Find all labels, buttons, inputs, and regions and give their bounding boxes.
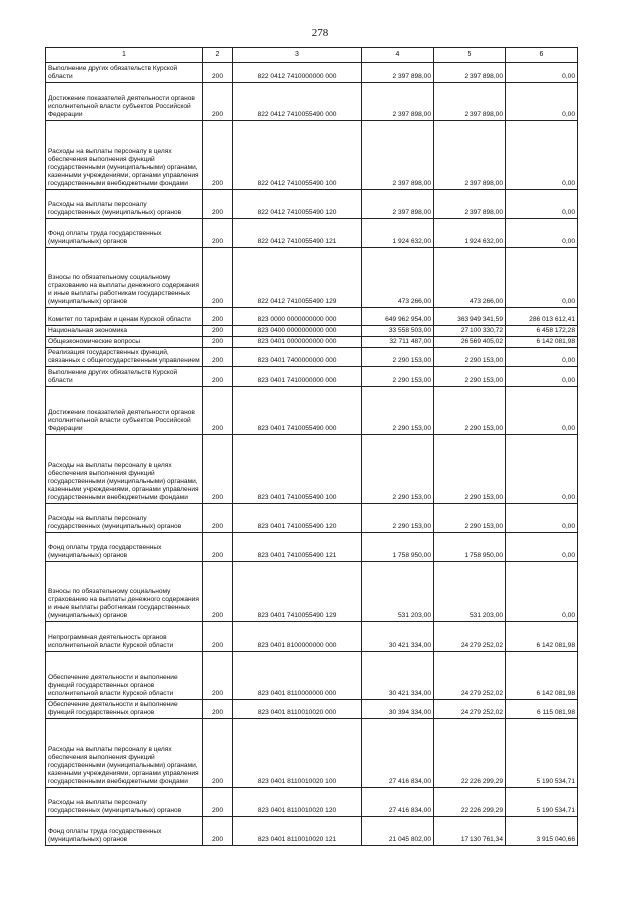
unexecuted-amount: 0,00 [506, 63, 578, 83]
table-row [46, 787, 578, 816]
table-row [46, 532, 578, 561]
line-code: 200 [203, 621, 233, 651]
executed-amount: 363 949 341,59 [434, 308, 506, 326]
item-name: Расходы на выплаты персоналу в целях обеспечения выполнения функций государственными (муниципальными) органами, казенными учреждениями, органами управления государственными внебюджетными фондами [46, 718, 203, 787]
budget-classification-code: 822 0412 7410000000 000 [233, 63, 362, 83]
table-row [46, 308, 578, 326]
column-header: 5 [434, 48, 506, 63]
line-code: 200 [203, 366, 233, 386]
approved-amount: 30 421 334,00 [362, 621, 434, 651]
executed-amount: 2 397 898,00 [434, 83, 506, 121]
line-code: 200 [203, 326, 233, 337]
executed-amount: 2 397 898,00 [434, 63, 506, 83]
budget-classification-code: 822 0412 7410055490 129 [233, 248, 362, 308]
executed-amount: 2 290 153,00 [434, 366, 506, 386]
approved-amount: 2 290 153,00 [362, 434, 434, 503]
item-name: Достижение показателей деятельности органов исполнительной власти субъектов Российской Федерации [46, 386, 203, 434]
approved-amount: 27 416 834,00 [362, 718, 434, 787]
table-row [46, 83, 578, 121]
unexecuted-amount: 6 115 081,98 [506, 699, 578, 718]
table-row [46, 718, 578, 787]
line-code: 200 [203, 787, 233, 816]
table-row [46, 699, 578, 718]
table-row [46, 336, 578, 347]
table-body [46, 63, 578, 846]
unexecuted-amount: 6 142 081,98 [506, 336, 578, 347]
executed-amount: 2 290 153,00 [434, 503, 506, 532]
item-name: Национальная экономика [46, 326, 203, 337]
executed-amount: 1 758 950,00 [434, 532, 506, 561]
budget-classification-code: 823 0401 8110000000 000 [233, 651, 362, 699]
unexecuted-amount: 0,00 [506, 386, 578, 434]
column-header: 6 [506, 48, 578, 63]
executed-amount: 22 226 299,29 [434, 787, 506, 816]
unexecuted-amount: 286 013 612,41 [506, 308, 578, 326]
column-header: 3 [233, 48, 362, 63]
table-row [46, 434, 578, 503]
budget-classification-code: 822 0412 7410055490 121 [233, 219, 362, 248]
line-code: 200 [203, 651, 233, 699]
unexecuted-amount: 0,00 [506, 366, 578, 386]
line-code: 200 [203, 386, 233, 434]
approved-amount: 2 397 898,00 [362, 190, 434, 219]
executed-amount: 473 266,00 [434, 248, 506, 308]
line-code: 200 [203, 121, 233, 190]
line-code: 200 [203, 434, 233, 503]
item-name: Взносы по обязательному социальному страхованию на выплаты денежного содержания и иные выплаты работникам государственных (муниципальных) органов [46, 561, 203, 621]
unexecuted-amount: 6 458 172,28 [506, 326, 578, 337]
table-row [46, 63, 578, 83]
table-row [46, 816, 578, 845]
line-code: 200 [203, 532, 233, 561]
executed-amount: 2 290 153,00 [434, 347, 506, 366]
item-name: Комитет по тарифам и ценам Курской области [46, 308, 203, 326]
budget-classification-code: 822 0412 7410055490 100 [233, 121, 362, 190]
table-row [46, 621, 578, 651]
item-name: Расходы на выплаты персоналу в целях обеспечения выполнения функций государственными (муниципальными) органами, казенными учреждениями, органами управления государственными внебюджетными фондами [46, 434, 203, 503]
item-name: Достижение показателей деятельности органов исполнительной власти субъектов Российской Федерации [46, 83, 203, 121]
budget-classification-code: 823 0401 7400000000 000 [233, 347, 362, 366]
line-code: 200 [203, 336, 233, 347]
approved-amount: 21 045 802,00 [362, 816, 434, 845]
line-code: 200 [203, 347, 233, 366]
table-row [46, 347, 578, 366]
approved-amount: 473 266,00 [362, 248, 434, 308]
item-name: Расходы на выплаты персоналу государственных (муниципальных) органов [46, 787, 203, 816]
approved-amount: 30 421 334,00 [362, 651, 434, 699]
approved-amount: 33 558 503,00 [362, 326, 434, 337]
line-code: 200 [203, 63, 233, 83]
executed-amount: 17 130 761,34 [434, 816, 506, 845]
executed-amount: 22 226 299,29 [434, 718, 506, 787]
unexecuted-amount: 0,00 [506, 434, 578, 503]
executed-amount: 24 279 252,02 [434, 699, 506, 718]
unexecuted-amount: 0,00 [506, 347, 578, 366]
executed-amount: 24 279 252,02 [434, 621, 506, 651]
executed-amount: 27 100 330,72 [434, 326, 506, 337]
item-name: Общеэкономические вопросы [46, 336, 203, 347]
line-code: 200 [203, 718, 233, 787]
budget-classification-code: 823 0401 8110010020 000 [233, 699, 362, 718]
line-code: 200 [203, 248, 233, 308]
line-code: 200 [203, 816, 233, 845]
line-code: 200 [203, 699, 233, 718]
approved-amount: 2 397 898,00 [362, 121, 434, 190]
budget-classification-code: 823 0401 7410055490 100 [233, 434, 362, 503]
table-row [46, 326, 578, 337]
budget-classification-code: 823 0401 7410055490 120 [233, 503, 362, 532]
item-name: Непрограммная деятельность органов исполнительной власти Курской области [46, 621, 203, 651]
budget-classification-code: 823 0401 8110010020 120 [233, 787, 362, 816]
budget-classification-code: 823 0400 0000000000 000 [233, 326, 362, 337]
table-row [46, 386, 578, 434]
budget-classification-code: 823 0401 7410055490 121 [233, 532, 362, 561]
budget-classification-code: 823 0401 7410055490 129 [233, 561, 362, 621]
budget-classification-code: 823 0401 7410055490 000 [233, 386, 362, 434]
item-name: Расходы на выплаты персоналу государственных (муниципальных) органов [46, 190, 203, 219]
unexecuted-amount: 0,00 [506, 83, 578, 121]
executed-amount: 2 290 153,00 [434, 386, 506, 434]
line-code: 200 [203, 83, 233, 121]
unexecuted-amount: 6 142 081,98 [506, 621, 578, 651]
item-name: Фонд оплаты труда государственных (муниципальных) органов [46, 816, 203, 845]
table-row [46, 248, 578, 308]
column-header: 2 [203, 48, 233, 63]
line-code: 200 [203, 308, 233, 326]
executed-amount: 24 279 252,02 [434, 651, 506, 699]
unexecuted-amount: 0,00 [506, 532, 578, 561]
unexecuted-amount: 0,00 [506, 248, 578, 308]
unexecuted-amount: 5 190 534,71 [506, 787, 578, 816]
item-name: Реализация государственных функций, связанных с общегосударственным управлением [46, 347, 203, 366]
approved-amount: 27 416 834,00 [362, 787, 434, 816]
executed-amount: 2 397 898,00 [434, 190, 506, 219]
unexecuted-amount: 0,00 [506, 121, 578, 190]
item-name: Фонд оплаты труда государственных (муниципальных) органов [46, 219, 203, 248]
line-code: 200 [203, 561, 233, 621]
executed-amount: 26 569 405,02 [434, 336, 506, 347]
table-row [46, 190, 578, 219]
approved-amount: 30 394 334,00 [362, 699, 434, 718]
column-number-row [46, 48, 578, 63]
item-name: Обеспечение деятельности и выполнение функций государственных органов [46, 699, 203, 718]
budget-classification-code: 823 0401 8110010020 121 [233, 816, 362, 845]
budget-classification-code: 822 0412 7410055490 000 [233, 83, 362, 121]
executed-amount: 1 924 632,00 [434, 219, 506, 248]
unexecuted-amount: 0,00 [506, 219, 578, 248]
item-name: Взносы по обязательному социальному страхованию на выплаты денежного содержания и иные выплаты работникам государственных (муниципальных) органов [46, 248, 203, 308]
table-row [46, 503, 578, 532]
item-name: Расходы на выплаты персоналу в целях обеспечения выполнения функций государственными (муниципальными) органами, казенными учреждениями, органами управления государственными внебюджетными фондами [46, 121, 203, 190]
unexecuted-amount: 0,00 [506, 561, 578, 621]
approved-amount: 2 290 153,00 [362, 347, 434, 366]
approved-amount: 1 924 632,00 [362, 219, 434, 248]
approved-amount: 2 397 898,00 [362, 83, 434, 121]
table-row [46, 219, 578, 248]
unexecuted-amount: 0,00 [506, 503, 578, 532]
approved-amount: 649 962 954,00 [362, 308, 434, 326]
executed-amount: 2 290 153,00 [434, 434, 506, 503]
approved-amount: 2 397 898,00 [362, 63, 434, 83]
unexecuted-amount: 6 142 081,98 [506, 651, 578, 699]
budget-classification-code: 823 0401 0000000000 000 [233, 336, 362, 347]
approved-amount: 32 711 487,00 [362, 336, 434, 347]
table-row [46, 366, 578, 386]
page-number: 278 [311, 27, 329, 39]
column-header: 4 [362, 48, 434, 63]
budget-classification-code: 823 0401 8100000000 000 [233, 621, 362, 651]
approved-amount: 531 203,00 [362, 561, 434, 621]
budget-classification-code: 822 0412 7410055490 120 [233, 190, 362, 219]
line-code: 200 [203, 219, 233, 248]
table-row [46, 651, 578, 699]
unexecuted-amount: 0,00 [506, 190, 578, 219]
table-row [46, 561, 578, 621]
unexecuted-amount: 3 915 040,66 [506, 816, 578, 845]
table-row [46, 121, 578, 190]
item-name: Выполнение других обязательств Курской области [46, 63, 203, 83]
column-header: 1 [46, 48, 203, 63]
approved-amount: 2 290 153,00 [362, 503, 434, 532]
budget-classification-code: 823 0401 7410000000 000 [233, 366, 362, 386]
item-name: Расходы на выплаты персоналу государственных (муниципальных) органов [46, 503, 203, 532]
line-code: 200 [203, 503, 233, 532]
approved-amount: 2 290 153,00 [362, 386, 434, 434]
line-code: 200 [203, 190, 233, 219]
approved-amount: 1 758 950,00 [362, 532, 434, 561]
budget-classification-code: 823 0401 8110010020 100 [233, 718, 362, 787]
item-name: Фонд оплаты труда государственных (муниципальных) органов [46, 532, 203, 561]
budget-execution-table [45, 47, 578, 846]
budget-classification-code: 823 0000 0000000000 000 [233, 308, 362, 326]
approved-amount: 2 290 153,00 [362, 366, 434, 386]
executed-amount: 531 203,00 [434, 561, 506, 621]
executed-amount: 2 397 898,00 [434, 121, 506, 190]
unexecuted-amount: 5 190 534,71 [506, 718, 578, 787]
item-name: Выполнение других обязательств Курской области [46, 366, 203, 386]
item-name: Обеспечение деятельности и выполнение функций государственных органов исполнительной власти Курской области [46, 651, 203, 699]
